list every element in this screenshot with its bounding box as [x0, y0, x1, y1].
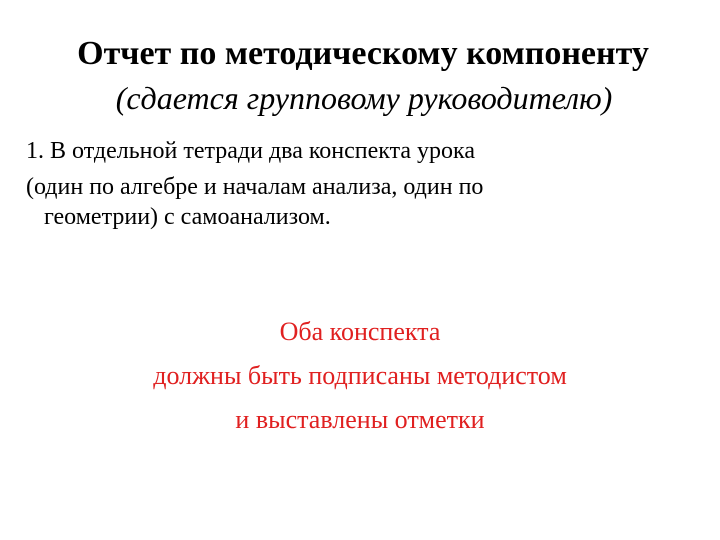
note-line-2: должны быть подписаны методистом	[153, 361, 567, 390]
red-note	[0, 310, 720, 442]
body-paragraph	[26, 136, 706, 232]
slide-title: Отчет по методическому компоненту	[77, 35, 649, 72]
note-line-1: Оба конспекта	[279, 317, 441, 346]
body-line-3: геометрии) с самоанализом.	[44, 204, 331, 230]
note-line-3: и выставлены отметки	[235, 405, 485, 434]
body-line-2: (один по алгебре и началам анализа, один по	[26, 174, 484, 200]
slide-subtitle: (сдается групповому руководителю)	[115, 80, 613, 116]
body-line-1: 1. В отдельной тетради два конспекта урока	[26, 138, 476, 164]
